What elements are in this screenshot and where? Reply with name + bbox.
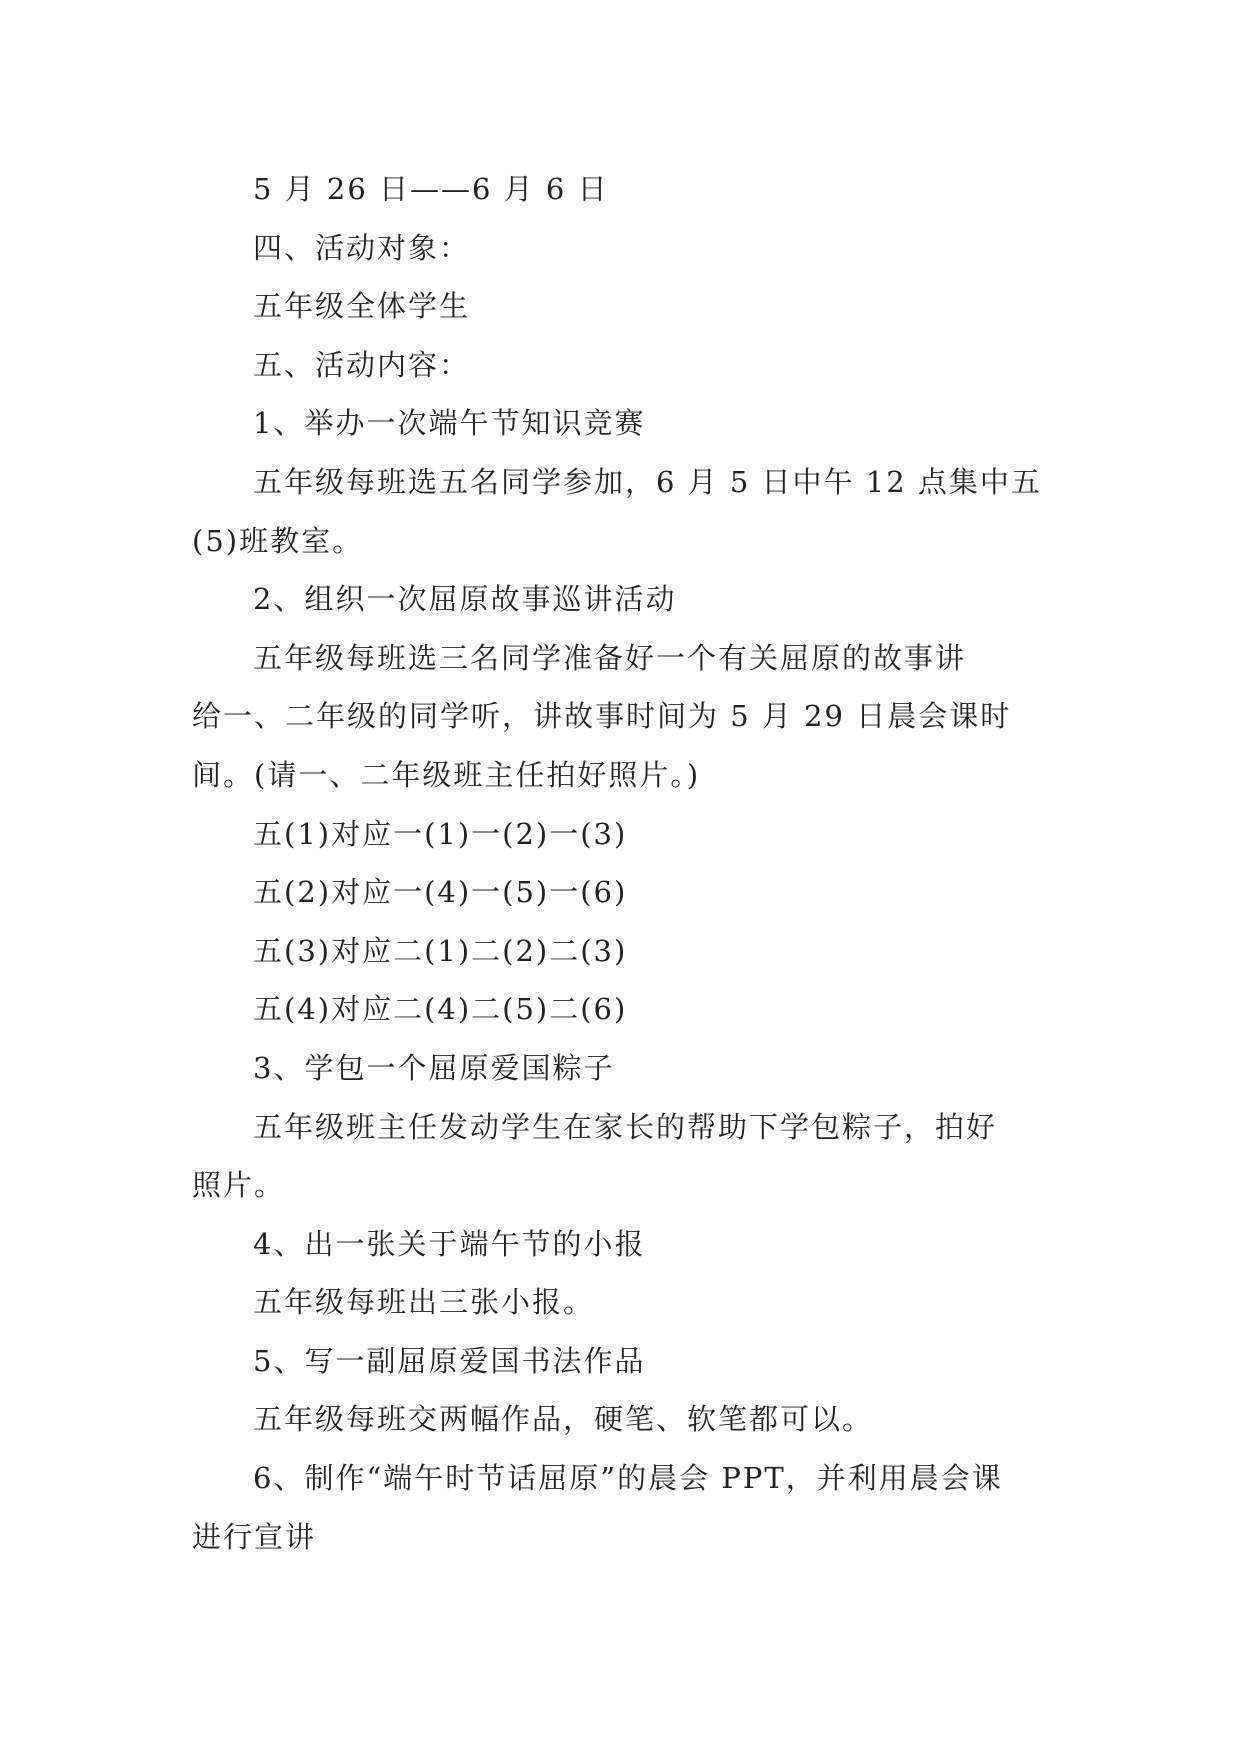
document-line: 五(4)对应二(4)二(5)二(6)	[253, 992, 628, 1027]
document-line: 4、出一张关于端午节的小报	[253, 1226, 646, 1261]
document-line: 五年级每班选五名同学参加，6 月 5 日中午 12 点集中五	[253, 464, 1042, 499]
document-line: 2、组织一次屈原故事巡讲活动	[253, 582, 677, 617]
document-line: 五(3)对应二(1)二(2)二(3)	[253, 933, 628, 968]
document-line: 五(2)对应一(4)一(5)一(6)	[253, 875, 628, 910]
document-line: 1、举办一次端午节知识竞赛	[253, 406, 646, 441]
document-line: 6、制作“端午时节话屈原”的晨会 PPT，并利用晨会课	[253, 1461, 1003, 1496]
document-line: 照片。	[192, 1168, 286, 1203]
document-line: 给一、二年级的同学听，讲故事时间为 5 月 29 日晨会课时	[192, 699, 1012, 734]
document-line: 进行宣讲	[192, 1519, 317, 1554]
document-line: 四、活动对象：	[253, 230, 471, 265]
document-line: 五年级每班选三名同学准备好一个有关屈原的故事讲	[253, 640, 967, 675]
document-line: 五年级每班交两幅作品，硬笔、软笔都可以。	[253, 1402, 874, 1437]
document-line: 五年级每班出三张小报。	[253, 1285, 595, 1320]
document-line: 五年级班主任发动学生在家长的帮助下学包粽子，拍好	[253, 1109, 998, 1144]
document-line: 间。(请一、二年级班主任拍好照片。)	[192, 757, 701, 792]
document-line: 五(1)对应一(1)一(2)一(3)	[253, 816, 628, 851]
document-line: (5)班教室。	[192, 523, 364, 558]
document-line: 3、学包一个屈原爱国粽子	[253, 1050, 615, 1085]
document-line: 五、活动内容：	[253, 347, 471, 382]
document-line: 五年级全体学生	[253, 289, 471, 324]
document-line: 5 月 26 日——6 月 6 日	[253, 172, 609, 206]
document-line: 5、写一副屈原爱国书法作品	[253, 1343, 646, 1378]
document-body	[192, 160, 1052, 1566]
